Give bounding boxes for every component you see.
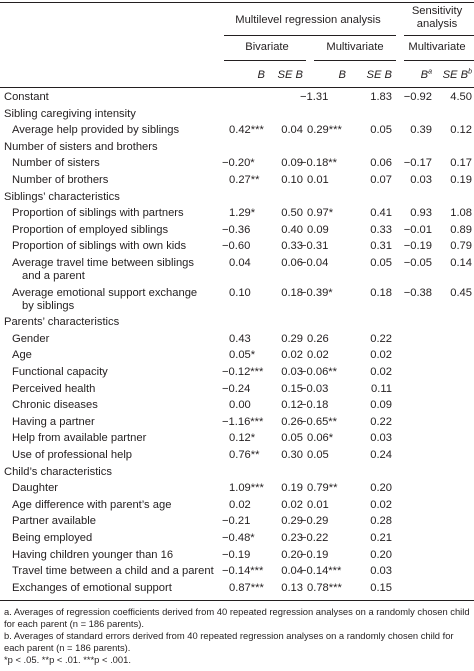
table-cell: 0.02 bbox=[281, 498, 303, 511]
table-cell: 0.39 bbox=[410, 124, 432, 137]
header-bottom-rule bbox=[0, 87, 474, 88]
subheader-multivariate: Multivariate bbox=[326, 41, 384, 53]
table-cell: 0.06 bbox=[281, 257, 303, 269]
row-label: Help from available partner bbox=[12, 432, 147, 445]
table-cell: 1.29* bbox=[229, 207, 256, 220]
row-label: Chronic diseases bbox=[12, 399, 98, 412]
table-cell: 0.42*** bbox=[229, 124, 264, 137]
table-cell: 0.04 bbox=[229, 257, 251, 269]
table-cell: 0.04 bbox=[281, 565, 303, 578]
table-cell: 0.10 bbox=[229, 286, 251, 299]
table-cell: 0.15 bbox=[281, 382, 303, 395]
table-cell: 0.26 bbox=[307, 332, 329, 345]
table-cell: −0.21 bbox=[222, 515, 251, 528]
table-cell: 0.09 bbox=[370, 399, 392, 412]
table-cell: 0.03 bbox=[410, 174, 432, 186]
table-cell: 0.03 bbox=[370, 565, 392, 578]
row-label: Travel time between a child and a parent bbox=[12, 565, 214, 578]
table-cell: −0.48* bbox=[222, 532, 255, 544]
table-cell: 4.50 bbox=[450, 91, 472, 103]
table-cell: 0.45 bbox=[450, 286, 472, 299]
row-label: Average help provided by siblings bbox=[12, 124, 180, 137]
table-cell: 0.97* bbox=[307, 207, 334, 220]
row-label: Number of brothers bbox=[12, 174, 109, 186]
table-cell: 0.30 bbox=[281, 449, 303, 461]
table-cell: −0.36 bbox=[222, 223, 251, 236]
table-cell: 0.24 bbox=[370, 449, 392, 461]
section-heading: Parents’ characteristics bbox=[4, 316, 120, 329]
col-header-b-sensitivity: $B^a$ bbox=[420, 68, 432, 81]
row-label: Being employed bbox=[12, 532, 93, 544]
table-cell: −0.39* bbox=[300, 286, 333, 299]
col-header-seb-multivariate: SE B bbox=[366, 69, 392, 81]
section-heading: Sibling caregiving intensity bbox=[4, 107, 136, 120]
table-cell: 0.50 bbox=[281, 207, 303, 220]
group-rule-sensitivity bbox=[404, 35, 474, 36]
table-cell: 0.06* bbox=[307, 432, 334, 445]
col-header-seb-sensitivity: SE $B^b$ bbox=[442, 68, 472, 81]
top-rule bbox=[0, 2, 474, 3]
table-cell: −0.19 bbox=[300, 548, 329, 561]
table-cell: −0.31 bbox=[300, 240, 329, 253]
table-cell: 0.19 bbox=[450, 174, 472, 186]
table-cell: 0.20 bbox=[370, 482, 392, 495]
table-cell: 0.14 bbox=[450, 257, 472, 269]
table-cell: 0.26 bbox=[281, 415, 303, 428]
row-label: Age bbox=[12, 349, 32, 362]
row-label: Partner available bbox=[12, 515, 96, 528]
section-heading: Siblings’ characteristics bbox=[4, 190, 120, 203]
table-cell: 0.22 bbox=[370, 415, 392, 428]
footnote-b: b. Averages of standard errors derived from 40 repeated regression analyses on a randomly chosen child for each parent (n = 186 parents). bbox=[4, 630, 454, 653]
table-cell: −0.92 bbox=[403, 91, 432, 103]
table-cell: 1.09*** bbox=[229, 482, 264, 495]
table-cell: 0.01 bbox=[307, 498, 329, 511]
row-label: Average emotional support exchange bbox=[12, 286, 198, 299]
row-label: Perceived health bbox=[12, 382, 96, 395]
table-cell: 0.09 bbox=[281, 157, 303, 170]
table-cell: 0.87*** bbox=[229, 581, 264, 594]
table-cell: 0.40 bbox=[281, 223, 303, 236]
table-cell: 0.02 bbox=[281, 349, 303, 362]
table-cell: 0.09 bbox=[307, 223, 329, 236]
table-cell: 0.18 bbox=[370, 286, 392, 299]
table-cell: 0.93 bbox=[410, 207, 432, 220]
table-cell: 0.29 bbox=[281, 332, 303, 345]
table-cell: −0.17 bbox=[403, 157, 432, 170]
table-cell: −0.12*** bbox=[222, 366, 264, 378]
table-cell: −0.20* bbox=[222, 157, 255, 170]
table-cell: −0.29 bbox=[300, 515, 329, 528]
table-cell: 0.17 bbox=[450, 157, 472, 170]
table-cell: 0.12* bbox=[229, 432, 256, 445]
table-cell: 0.05 bbox=[281, 432, 303, 445]
table-cell: 0.02 bbox=[370, 366, 392, 378]
group-rule-multilevel bbox=[224, 35, 396, 36]
table-cell: 0.06 bbox=[370, 157, 392, 170]
table-cell: 0.02 bbox=[370, 498, 392, 511]
table-cell: 0.29*** bbox=[307, 124, 342, 137]
row-label-continuation: and a parent bbox=[22, 270, 85, 282]
table-cell: −0.22 bbox=[300, 532, 329, 544]
bottom-rule bbox=[0, 600, 474, 601]
table-cell: 0.27** bbox=[229, 174, 260, 186]
table-cell: 0.07 bbox=[370, 174, 392, 186]
table-cell: 0.12 bbox=[450, 124, 472, 137]
table-cell: 0.00 bbox=[229, 399, 251, 412]
row-label-continuation: by siblings bbox=[22, 299, 75, 312]
group-header-sensitivity-1: Sensitivity bbox=[411, 5, 463, 17]
row-label: Having children younger than 16 bbox=[12, 548, 174, 561]
table-cell: 0.78*** bbox=[307, 581, 342, 594]
table-cell: 0.23 bbox=[281, 532, 303, 544]
table-cell: −1.16*** bbox=[222, 415, 264, 428]
section-heading: Child’s characteristics bbox=[4, 465, 112, 478]
table-cell: 0.02 bbox=[370, 349, 392, 362]
table-cell: 0.29 bbox=[281, 515, 303, 528]
table-cell: 0.11 bbox=[371, 382, 392, 395]
table-cell: 0.10 bbox=[281, 174, 303, 186]
row-label: Use of professional help bbox=[12, 449, 133, 461]
row-label: Having a partner bbox=[12, 415, 95, 428]
table-cell: 1.83 bbox=[370, 91, 392, 103]
table-cell: 0.20 bbox=[370, 548, 392, 561]
row-label: Gender bbox=[12, 332, 50, 345]
group-header-sensitivity-2: analysis bbox=[416, 18, 458, 30]
row-label: Proportion of siblings with partners bbox=[12, 207, 184, 220]
table-cell: 0.05 bbox=[370, 257, 392, 269]
table-cell: −0.18 bbox=[300, 399, 329, 412]
table-cell: −0.03 bbox=[300, 382, 329, 395]
table-cell: −0.04 bbox=[300, 257, 329, 269]
table-cell: 1.08 bbox=[450, 207, 472, 220]
table-cell: 0.01 bbox=[307, 174, 329, 186]
table-cell: −0.14*** bbox=[300, 565, 342, 578]
table-cell: 0.05 bbox=[307, 449, 329, 461]
table-cell: 0.02 bbox=[229, 498, 251, 511]
subgroup-rule-1 bbox=[224, 60, 306, 61]
table-cell: 0.33 bbox=[281, 240, 303, 253]
table-cell: 0.76** bbox=[229, 449, 260, 461]
subheader-multivariate-sensitivity: Multivariate bbox=[408, 41, 466, 53]
table-cell: 0.20 bbox=[281, 548, 303, 561]
table-cell: 0.79** bbox=[307, 482, 338, 495]
row-label: Exchanges of emotional support bbox=[12, 581, 172, 594]
subgroup-rule-3 bbox=[404, 60, 474, 61]
row-label: Daughter bbox=[12, 482, 59, 495]
section-heading: Number of sisters and brothers bbox=[4, 140, 158, 153]
table-cell: 0.43 bbox=[229, 332, 251, 345]
col-header-b-multivariate: B bbox=[338, 69, 346, 81]
table-cell: 0.15 bbox=[370, 581, 392, 594]
table-cell: 0.18 bbox=[281, 286, 303, 299]
table-cell: 0.33 bbox=[370, 223, 392, 236]
table-cell: −1.31 bbox=[300, 91, 329, 103]
table-cell: 0.12 bbox=[281, 399, 303, 412]
table-cell: −0.14*** bbox=[222, 565, 264, 578]
table-cell: 0.05* bbox=[229, 349, 256, 362]
table-cell: 0.02 bbox=[307, 349, 329, 362]
table-cell: 0.41 bbox=[370, 207, 392, 220]
table-cell: 0.79 bbox=[450, 240, 472, 253]
table-cell: −0.19 bbox=[403, 240, 432, 253]
table-cell: 0.21 bbox=[370, 532, 392, 544]
table-cell: −0.19 bbox=[222, 548, 251, 561]
row-label: Proportion of siblings with own kids bbox=[12, 240, 187, 253]
table-cell: −0.01 bbox=[403, 223, 432, 236]
table-cell: 0.05 bbox=[370, 124, 392, 137]
table-cell: 0.22 bbox=[370, 332, 392, 345]
footnote-a: a. Averages of regression coefficients derived from 40 repeated regression analyses on a randomly chosen child for each parent (n = 186 parents). bbox=[4, 606, 470, 629]
table-cell: −0.06** bbox=[300, 366, 338, 378]
table-cell: 0.03 bbox=[370, 432, 392, 445]
table-cell: −0.60 bbox=[222, 240, 251, 253]
table-cell: −0.38 bbox=[403, 286, 432, 299]
table-cell: 0.31 bbox=[370, 240, 392, 253]
row-label: Average travel time between siblings bbox=[12, 257, 194, 269]
table-cell: −0.18** bbox=[300, 157, 338, 170]
row-label: Functional capacity bbox=[12, 366, 108, 378]
table-cell: 0.13 bbox=[281, 581, 303, 594]
table-cell: 0.28 bbox=[370, 515, 392, 528]
row-label: Age difference with parent’s age bbox=[12, 498, 172, 511]
table-cell: 0.04 bbox=[281, 124, 303, 137]
table-cell: −0.05 bbox=[403, 257, 432, 269]
table-cell: −0.65** bbox=[300, 415, 338, 428]
row-label: Constant bbox=[4, 91, 49, 103]
col-header-seb-bivariate: SE B bbox=[277, 69, 303, 81]
table-cell: −0.24 bbox=[222, 382, 251, 395]
subgroup-rule-2 bbox=[314, 60, 396, 61]
row-label: Proportion of employed siblings bbox=[12, 223, 169, 236]
group-header-multilevel: Multilevel regression analysis bbox=[235, 14, 381, 26]
table-cell: 0.89 bbox=[450, 223, 472, 236]
table-cell: 0.03 bbox=[281, 366, 303, 378]
subheader-bivariate: Bivariate bbox=[245, 41, 289, 53]
row-label: Number of sisters bbox=[12, 157, 100, 170]
footnote-significance: *p < .05. **p < .01. ***p < .001. bbox=[4, 654, 131, 665]
table-cell: 0.19 bbox=[281, 482, 303, 495]
col-header-b-bivariate: B bbox=[257, 69, 265, 81]
